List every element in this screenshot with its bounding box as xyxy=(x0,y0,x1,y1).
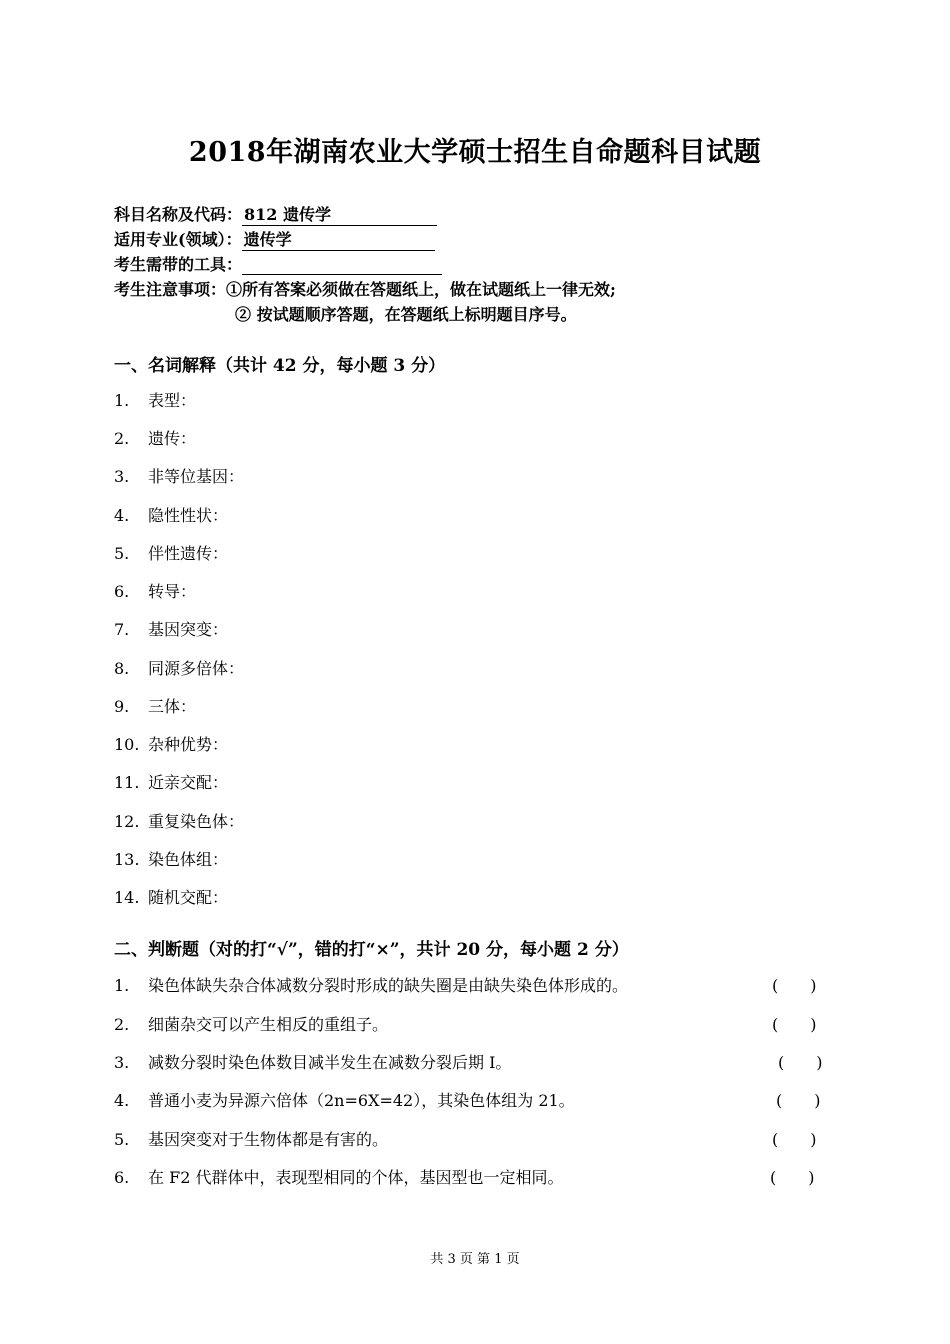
term-item: 8. 同源多倍体： xyxy=(114,659,245,678)
answer-bracket: ( ) xyxy=(770,1168,815,1187)
term-item: 6. 转导： xyxy=(114,582,197,601)
notes-line-1 xyxy=(114,277,616,300)
major-line xyxy=(114,227,435,251)
term-item: 12. 重复染色体： xyxy=(114,812,245,831)
subject-value: 812 遗传学 xyxy=(242,202,437,226)
answer-bracket: ( ) xyxy=(772,1015,817,1034)
term-item: 3. 非等位基因： xyxy=(114,467,245,486)
term-item: 1. 表型： xyxy=(114,391,197,410)
tools-line xyxy=(114,252,442,275)
note-1: ①所有答案必须做在答题纸上，做在试题纸上一律无效; xyxy=(226,280,616,299)
exam-title: 2018年湖南农业大学硕士招生自命题科目试题 xyxy=(188,137,762,168)
judgement-item: 6. 在 F2 代群体中，表现型相同的个体，基因型也一定相同。 xyxy=(114,1168,564,1187)
answer-bracket: ( ) xyxy=(778,1053,823,1072)
term-item: 4. 隐性性状： xyxy=(114,506,229,525)
term-item: 7. 基因突变： xyxy=(114,620,229,639)
subject-line xyxy=(114,202,437,226)
answer-bracket: ( ) xyxy=(772,1130,817,1149)
section-2-heading: 二、判断题（对的打“√”，错的打“×”，共计 20 分，每小题 2 分） xyxy=(114,940,629,960)
term-item: 5. 伴性遗传： xyxy=(114,544,229,563)
major-label: 适用专业(领域）： xyxy=(114,230,242,249)
page-footer: 共 3 页 第 1 页 xyxy=(430,1252,520,1267)
term-item: 13. 染色体组： xyxy=(114,850,229,869)
tools-label: 考生需带的工具： xyxy=(114,255,243,274)
subject-label: 科目名称及代码： xyxy=(114,205,243,224)
judgement-item: 3. 减数分裂时染色体数目减半发生在减数分裂后期 I。 xyxy=(114,1053,512,1072)
judgement-item: 4. 普通小麦为异源六倍体（2n=6X=42），其染色体组为 21。 xyxy=(114,1091,575,1110)
tools-value xyxy=(242,256,442,275)
judgement-item: 5. 基因突变对于生物体都是有害的。 xyxy=(114,1130,389,1149)
answer-bracket: ( ) xyxy=(772,976,817,995)
judgement-item: 2. 细菌杂交可以产生相反的重组子。 xyxy=(114,1015,389,1034)
notes-label: 考生注意事项： xyxy=(114,280,227,299)
term-item: 2. 遗传： xyxy=(114,429,197,448)
answer-bracket: ( ) xyxy=(776,1091,821,1110)
term-item: 9. 三体： xyxy=(114,697,197,716)
term-item: 11. 近亲交配： xyxy=(114,773,229,792)
note-2: ② 按试题顺序答题，在答题纸上标明题目序号。 xyxy=(235,305,577,324)
notes-line-2 xyxy=(235,302,577,325)
judgement-item: 1. 染色体缺失杂合体减数分裂时形成的缺失圈是由缺失染色体形成的。 xyxy=(114,976,629,995)
term-item: 10. 杂种优势： xyxy=(114,735,229,754)
major-value: 遗传学 xyxy=(242,227,435,251)
section-1-heading: 一、名词解释（共计 42 分，每小题 3 分） xyxy=(114,356,446,376)
term-item: 14. 随机交配： xyxy=(114,888,229,907)
